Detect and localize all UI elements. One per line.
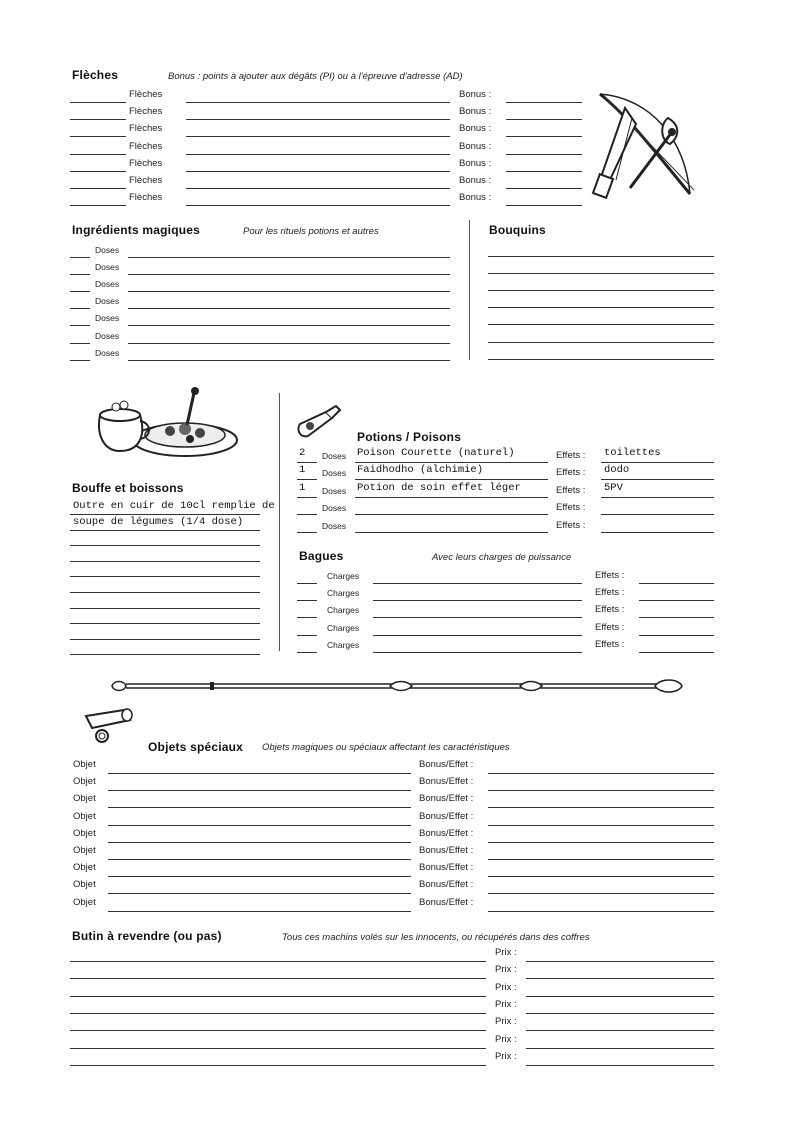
- objets-name-field[interactable]: [108, 911, 411, 912]
- objets-bonus-label: Bonus/Effet :: [419, 793, 474, 804]
- butin-name-field[interactable]: [70, 978, 486, 979]
- objets-row-label: Objet: [73, 897, 96, 908]
- objets-name-field[interactable]: [108, 773, 411, 774]
- potions-effets-field[interactable]: [601, 462, 714, 463]
- potions-qty-field[interactable]: [297, 497, 317, 498]
- bagues-row-label: Charges: [327, 623, 360, 633]
- fleches-qty-field[interactable]: [70, 154, 126, 155]
- potions-row-label: Doses: [322, 486, 347, 496]
- ingredients-qty-field[interactable]: [70, 257, 90, 258]
- butin-prix-field[interactable]: [526, 1048, 714, 1049]
- butin-prix-label: Prix :: [495, 999, 517, 1010]
- bagues-row-label: Charges: [327, 588, 360, 598]
- fleches-bonus-field[interactable]: [506, 136, 582, 137]
- potions-qty-value[interactable]: 2: [299, 447, 306, 459]
- potions-name-value[interactable]: Poison Courette (naturel): [357, 447, 515, 459]
- butin-prix-field[interactable]: [526, 961, 714, 962]
- bouffe-line[interactable]: [70, 623, 260, 624]
- ingredients-row-label: Doses: [95, 313, 120, 323]
- bagues-effets-field[interactable]: [639, 652, 714, 653]
- fleches-row-label: Flèches: [129, 89, 163, 100]
- fleches-bonus-label: Bonus :: [459, 106, 492, 117]
- potions-name-field[interactable]: [355, 532, 548, 533]
- bagues-effets-label: Effets :: [595, 604, 625, 615]
- ingredients-row-label: Doses: [95, 245, 120, 255]
- objets-row-label: Objet: [73, 776, 96, 787]
- fleches-qty-field[interactable]: [70, 102, 126, 103]
- objets-bonus-field[interactable]: [488, 893, 714, 894]
- ingredients-name-field[interactable]: [128, 343, 450, 344]
- objets-bonus-field[interactable]: [488, 825, 714, 826]
- objets-name-field[interactable]: [108, 825, 411, 826]
- bagues-name-field[interactable]: [373, 600, 582, 601]
- objets-bonus-label: Bonus/Effet :: [419, 776, 474, 787]
- ingredients-name-field[interactable]: [128, 291, 450, 292]
- butin-name-field[interactable]: [70, 1013, 486, 1014]
- ingredients-qty-field[interactable]: [70, 274, 90, 275]
- fleches-bonus-field[interactable]: [506, 171, 582, 172]
- objets-name-field[interactable]: [108, 842, 411, 843]
- objets-bonus-field[interactable]: [488, 790, 714, 791]
- butin-prix-field[interactable]: [526, 1013, 714, 1014]
- butin-prix-label: Prix :: [495, 1034, 517, 1045]
- bagues-qty-field[interactable]: [297, 583, 317, 584]
- bouquins-line[interactable]: [488, 256, 714, 257]
- ingredients-name-field[interactable]: [128, 325, 450, 326]
- objets-bonus-field[interactable]: [488, 911, 714, 912]
- fleches-qty-field[interactable]: [70, 171, 126, 172]
- butin-name-field[interactable]: [70, 1065, 486, 1066]
- fleches-bonus-label: Bonus :: [459, 175, 492, 186]
- objets-bonus-field[interactable]: [488, 859, 714, 860]
- ingredients-row-label: Doses: [95, 296, 120, 306]
- ingredients-qty-field[interactable]: [70, 360, 90, 361]
- potions-name-field[interactable]: [355, 514, 548, 515]
- scroll-and-ring-icon: [80, 706, 140, 746]
- objets-name-field[interactable]: [108, 859, 411, 860]
- objets-bonus-label: Bonus/Effet :: [419, 897, 474, 908]
- butin-prix-label: Prix :: [495, 982, 517, 993]
- objets-bonus-label: Bonus/Effet :: [419, 828, 474, 839]
- objets-name-field[interactable]: [108, 876, 411, 877]
- ingredients-note: Pour les rituels potions et autres: [243, 226, 379, 237]
- fleches-name-field[interactable]: [186, 205, 450, 206]
- bouquins-line[interactable]: [488, 290, 714, 291]
- potions-effets-value[interactable]: 5PV: [604, 482, 623, 494]
- butin-prix-field[interactable]: [526, 978, 714, 979]
- objets-bonus-field[interactable]: [488, 876, 714, 877]
- fleches-name-field[interactable]: [186, 188, 450, 189]
- fleches-row-label: Flèches: [129, 106, 163, 117]
- bagues-qty-field[interactable]: [297, 617, 317, 618]
- potions-name-field[interactable]: [355, 462, 548, 463]
- potions-title: Potions / Poisons: [357, 430, 462, 444]
- bouffe-line[interactable]: [70, 561, 260, 562]
- fleches-row-label: Flèches: [129, 158, 163, 169]
- fleches-row-label: Flèches: [129, 141, 163, 152]
- potions-qty-field[interactable]: [297, 532, 317, 533]
- bouquins-line[interactable]: [488, 324, 714, 325]
- bouquins-line[interactable]: [488, 359, 714, 360]
- bouquins-line[interactable]: [488, 342, 714, 343]
- fleches-note: Bonus : points à ajouter aux dégâts (PI) ou à l'épreuve d'adresse (AD): [168, 71, 463, 82]
- ingredients-name-field[interactable]: [128, 360, 450, 361]
- potions-name-field[interactable]: [355, 497, 548, 498]
- bouffe-line-text[interactable]: Outre en cuir de 10cl remplie de: [73, 500, 275, 512]
- bagues-title: Bagues: [299, 549, 344, 563]
- butin-note: Tous ces machins volés sur les innocents, ou récupérés dans des coffres: [282, 932, 590, 943]
- fleches-bonus-label: Bonus :: [459, 192, 492, 203]
- bouffe-line[interactable]: [70, 545, 260, 546]
- bagues-name-field[interactable]: [373, 583, 582, 584]
- fleches-bonus-label: Bonus :: [459, 158, 492, 169]
- potions-effets-label: Effets :: [556, 485, 586, 496]
- potions-qty-field[interactable]: [297, 479, 317, 480]
- bagues-row-label: Charges: [327, 605, 360, 615]
- objets-title: Objets spéciaux: [148, 740, 244, 754]
- objets-row-label: Objet: [73, 828, 96, 839]
- bouffe-line[interactable]: [70, 654, 260, 655]
- potions-row-label: Doses: [322, 451, 347, 461]
- potions-qty-value[interactable]: 1: [299, 464, 306, 476]
- bouffe-line[interactable]: [70, 592, 260, 593]
- bagues-effets-field[interactable]: [639, 583, 714, 584]
- potions-effets-field[interactable]: [601, 497, 714, 498]
- objets-row-label: Objet: [73, 862, 96, 873]
- bagues-effets-label: Effets :: [595, 639, 625, 650]
- bouffe-line[interactable]: [70, 530, 260, 531]
- fleches-name-field[interactable]: [186, 102, 450, 103]
- potions-effets-label: Effets :: [556, 520, 586, 531]
- fleches-bonus-field[interactable]: [506, 205, 582, 206]
- objets-name-field[interactable]: [108, 893, 411, 894]
- butin-prix-field[interactable]: [526, 996, 714, 997]
- bagues-effets-field[interactable]: [639, 635, 714, 636]
- bouffe-line[interactable]: [70, 576, 260, 577]
- ingredients-qty-field[interactable]: [70, 308, 90, 309]
- bouffe-line-text[interactable]: soupe de légumes (1/4 dose): [73, 516, 244, 528]
- crossed-weapons-illustration: [590, 88, 710, 204]
- bouffe-divider: [279, 393, 280, 651]
- fleches-qty-field[interactable]: [70, 205, 126, 206]
- objets-bonus-label: Bonus/Effet :: [419, 862, 474, 873]
- butin-name-field[interactable]: [70, 961, 486, 962]
- bouquins-line[interactable]: [488, 307, 714, 308]
- food-illustration: [90, 385, 240, 465]
- bouquins-line[interactable]: [488, 273, 714, 274]
- bagues-qty-field[interactable]: [297, 652, 317, 653]
- bagues-qty-field[interactable]: [297, 635, 317, 636]
- objets-row-label: Objet: [73, 811, 96, 822]
- bouffe-title: Bouffe et boissons: [72, 481, 184, 495]
- butin-name-field[interactable]: [70, 1048, 486, 1049]
- objets-name-field[interactable]: [108, 807, 411, 808]
- fleches-name-field[interactable]: [186, 171, 450, 172]
- potions-effets-label: Effets :: [556, 502, 586, 513]
- potions-name-field[interactable]: [355, 479, 548, 480]
- potions-effets-field[interactable]: [601, 532, 714, 533]
- potions-effets-label: Effets :: [556, 467, 586, 478]
- objets-bonus-label: Bonus/Effet :: [419, 845, 474, 856]
- ingredients-row-label: Doses: [95, 331, 120, 341]
- butin-prix-label: Prix :: [495, 947, 517, 958]
- bagues-effets-field[interactable]: [639, 617, 714, 618]
- objets-bonus-field[interactable]: [488, 773, 714, 774]
- bouffe-line[interactable]: [70, 608, 260, 609]
- fleches-bonus-label: Bonus :: [459, 89, 492, 100]
- bagues-effets-label: Effets :: [595, 622, 625, 633]
- potions-effets-value[interactable]: toilettes: [604, 447, 661, 459]
- fleches-qty-field[interactable]: [70, 188, 126, 189]
- objets-bonus-label: Bonus/Effet :: [419, 879, 474, 890]
- potions-row-label: Doses: [322, 503, 347, 513]
- ingredients-name-field[interactable]: [128, 274, 450, 275]
- fleches-row-label: Flèches: [129, 175, 163, 186]
- fleches-title: Flèches: [72, 68, 119, 82]
- fleches-bonus-label: Bonus :: [459, 141, 492, 152]
- bouffe-line[interactable]: [70, 639, 260, 640]
- butin-prix-label: Prix :: [495, 964, 517, 975]
- butin-title: Butin à revendre (ou pas): [72, 929, 222, 943]
- fleches-qty-field[interactable]: [70, 119, 126, 120]
- bagues-qty-field[interactable]: [297, 600, 317, 601]
- staff-divider-illustration: [110, 676, 685, 696]
- objets-bonus-field[interactable]: [488, 842, 714, 843]
- objets-row-label: Objet: [73, 793, 96, 804]
- bagues-effets-label: Effets :: [595, 587, 625, 598]
- potions-qty-field[interactable]: [297, 462, 317, 463]
- ingredients-row-label: Doses: [95, 348, 120, 358]
- bagues-note: Avec leurs charges de puissance: [432, 552, 572, 563]
- potions-effets-field[interactable]: [601, 479, 714, 480]
- fleches-row-label: Flèches: [129, 192, 163, 203]
- butin-name-field[interactable]: [70, 1030, 486, 1031]
- objets-row-label: Objet: [73, 845, 96, 856]
- butin-prix-field[interactable]: [526, 1065, 714, 1066]
- fleches-name-field[interactable]: [186, 154, 450, 155]
- bagues-name-field[interactable]: [373, 652, 582, 653]
- potions-effets-field[interactable]: [601, 514, 714, 515]
- ingredients-row-label: Doses: [95, 279, 120, 289]
- bagues-name-field[interactable]: [373, 635, 582, 636]
- fleches-name-field[interactable]: [186, 136, 450, 137]
- potions-name-value[interactable]: Faidhodho (alchimie): [357, 464, 484, 476]
- butin-name-field[interactable]: [70, 996, 486, 997]
- objets-note: Objets magiques ou spéciaux affectant les caractéristiques: [262, 742, 510, 753]
- bouffe-line[interactable]: [70, 514, 260, 515]
- potions-qty-field[interactable]: [297, 514, 317, 515]
- potions-name-value[interactable]: Potion de soin effet léger: [357, 482, 521, 494]
- objets-bonus-label: Bonus/Effet :: [419, 811, 474, 822]
- bagues-effets-label: Effets :: [595, 570, 625, 581]
- bouquins-title: Bouquins: [489, 223, 546, 237]
- objets-row-label: Objet: [73, 759, 96, 770]
- fleches-bonus-field[interactable]: [506, 154, 582, 155]
- objets-row-label: Objet: [73, 879, 96, 890]
- potions-row-label: Doses: [322, 468, 347, 478]
- bagues-row-label: Charges: [327, 571, 360, 581]
- potions-effets-label: Effets :: [556, 450, 586, 461]
- ingredients-qty-field[interactable]: [70, 343, 90, 344]
- bagues-effets-field[interactable]: [639, 600, 714, 601]
- ingredients-row-label: Doses: [95, 262, 120, 272]
- ingredients-qty-field[interactable]: [70, 291, 90, 292]
- ingredients-name-field[interactable]: [128, 257, 450, 258]
- butin-prix-label: Prix :: [495, 1051, 517, 1062]
- fleches-bonus-field[interactable]: [506, 102, 582, 103]
- fleches-bonus-field[interactable]: [506, 188, 582, 189]
- fleches-qty-field[interactable]: [70, 136, 126, 137]
- fleches-name-field[interactable]: [186, 119, 450, 120]
- ingredients-qty-field[interactable]: [70, 325, 90, 326]
- fleches-row-label: Flèches: [129, 123, 163, 134]
- ingredients-divider: [469, 220, 470, 360]
- fleches-bonus-label: Bonus :: [459, 123, 492, 134]
- objets-bonus-field[interactable]: [488, 807, 714, 808]
- potions-row-label: Doses: [322, 521, 347, 531]
- ingredients-name-field[interactable]: [128, 308, 450, 309]
- butin-prix-label: Prix :: [495, 1016, 517, 1027]
- ingredients-title: Ingrédients magiques: [72, 223, 201, 237]
- potions-qty-value[interactable]: 1: [299, 482, 306, 494]
- objets-name-field[interactable]: [108, 790, 411, 791]
- potion-bottle-icon: [296, 402, 344, 440]
- objets-bonus-label: Bonus/Effet :: [419, 759, 474, 770]
- fleches-bonus-field[interactable]: [506, 119, 582, 120]
- bagues-row-label: Charges: [327, 640, 360, 650]
- bagues-name-field[interactable]: [373, 617, 582, 618]
- butin-prix-field[interactable]: [526, 1030, 714, 1031]
- potions-effets-value[interactable]: dodo: [604, 464, 630, 476]
